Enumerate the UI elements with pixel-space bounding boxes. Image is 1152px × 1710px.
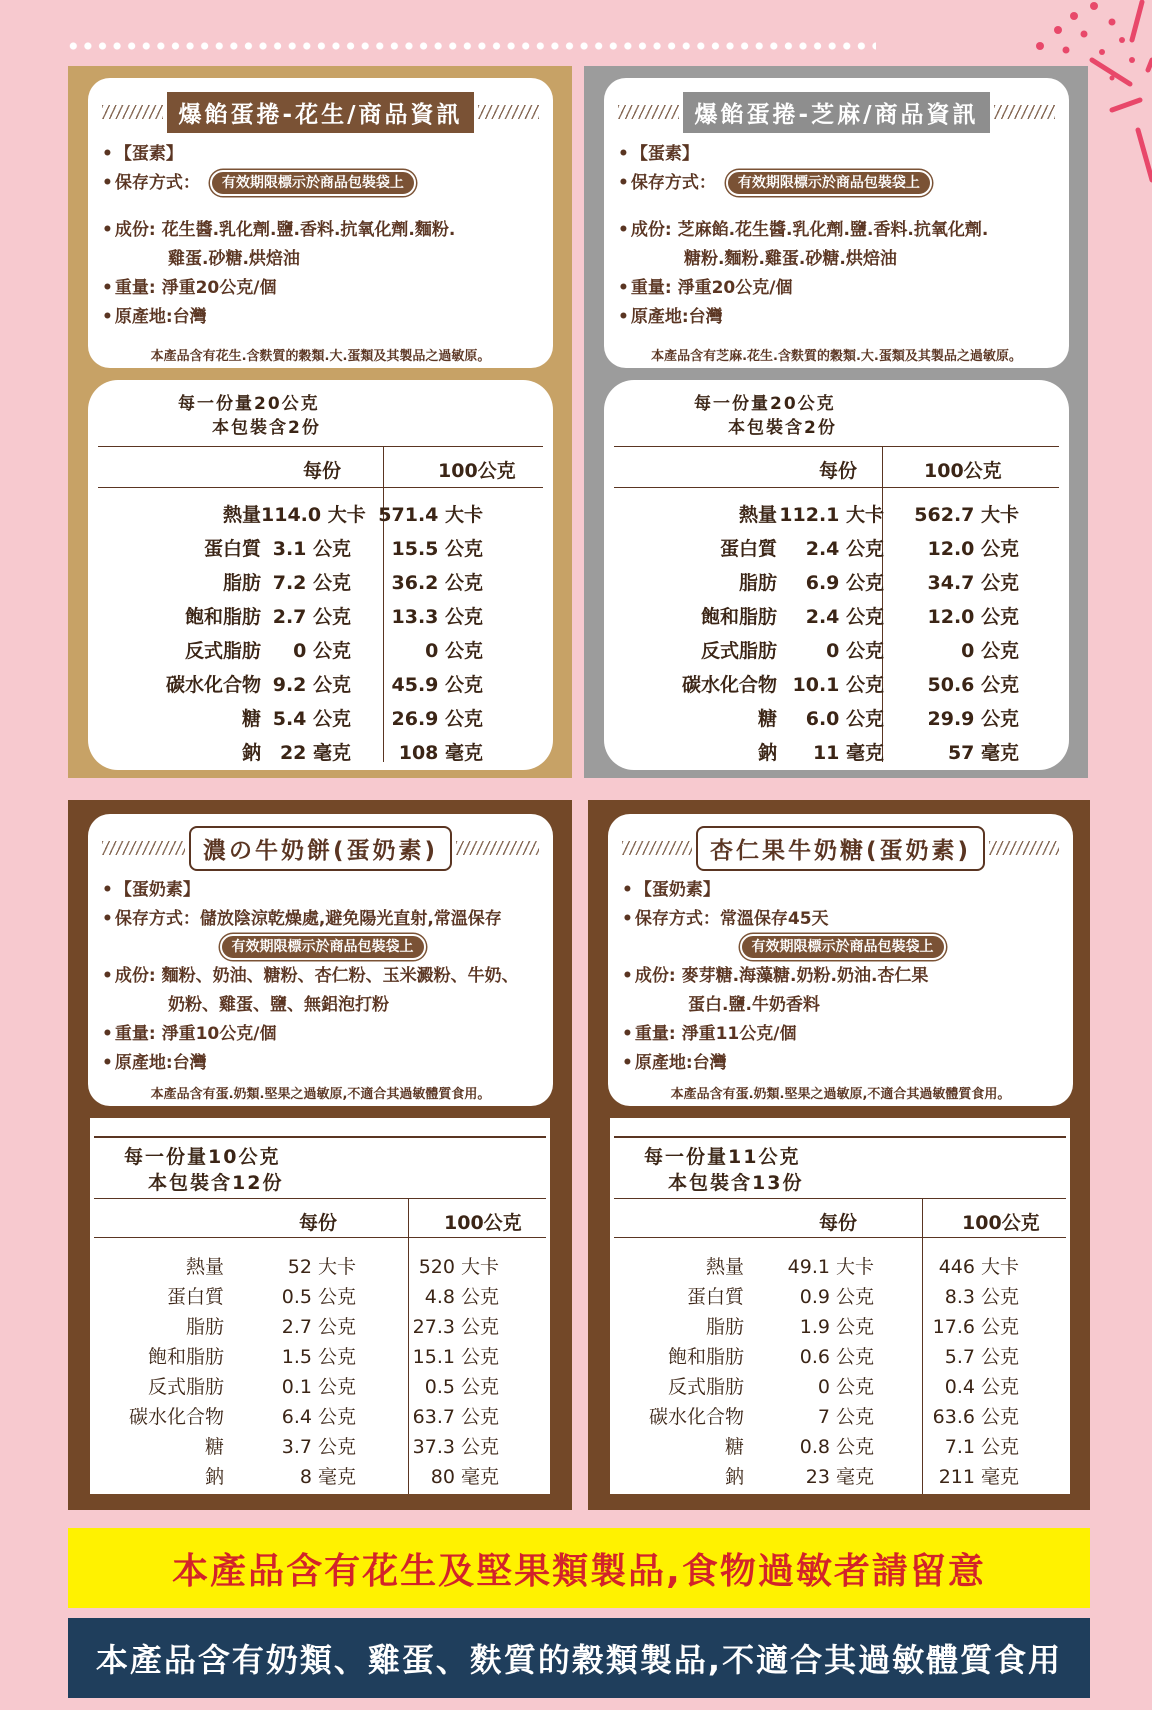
ingredients-line-2: 奶粉、雞蛋、鹽、無鋁泡打粉 xyxy=(168,995,389,1015)
per-serving-value: 1.9 公克 xyxy=(799,1316,874,1338)
per-100g-value: 0.5 公克 xyxy=(424,1376,499,1398)
ingredients-line-2: 雞蛋.砂糖.烘焙油 xyxy=(168,249,300,269)
hatch-decoration xyxy=(102,105,163,119)
weight-line: • 重量: 淨重11公克/個 xyxy=(622,1020,1063,1049)
per-100g-value: 45.9 公克 xyxy=(391,674,483,696)
per-100g-value: 26.9 公克 xyxy=(391,708,483,730)
serving-size: 每一份量20公克 xyxy=(178,394,320,414)
nutrition-row xyxy=(614,734,1059,768)
per-serving-value: 2.4 公克 xyxy=(805,606,884,628)
per-100g-value: 13.3 公克 xyxy=(391,606,483,628)
ingredients-line-1: • 成份: 麵粉、奶油、糖粉、杏仁粉、玉米澱粉、牛奶、 xyxy=(102,962,543,991)
serving-info xyxy=(694,392,837,440)
per-100g-value: 4.8 公克 xyxy=(424,1286,499,1308)
per-100g-value: 12.0 公克 xyxy=(927,606,1019,628)
per-serving-value: 7 公克 xyxy=(817,1406,874,1428)
per-100g-value: 15.1 公克 xyxy=(412,1346,499,1368)
per-serving-value: 7.2 公克 xyxy=(272,572,351,594)
col-per-100g: 100公克 xyxy=(962,1212,1040,1234)
per-serving-value: 52 大卡 xyxy=(287,1256,356,1278)
col-per-100g: 100公克 xyxy=(924,460,1002,482)
nutrient-name: 糖 xyxy=(724,1436,744,1458)
per-serving-value: 0.8 公克 xyxy=(799,1436,874,1458)
per-100g-value: 0 公克 xyxy=(425,640,483,662)
per-serving-value: 0 公克 xyxy=(826,640,884,662)
nutrition-row xyxy=(98,734,543,768)
storage-label: 保存方式： xyxy=(114,173,200,193)
col-per-100g: 100公克 xyxy=(438,460,516,482)
hatch-decoration xyxy=(618,105,679,119)
per-100g-value: 27.3 公克 xyxy=(412,1316,499,1338)
per-serving-value: 11 毫克 xyxy=(812,742,884,764)
nutrition-row xyxy=(94,1338,546,1368)
nutrient-name: 鈉 xyxy=(724,1466,744,1488)
nutrition-rows xyxy=(94,1248,546,1488)
nutrient-name: 脂肪 xyxy=(222,572,261,594)
storage-line xyxy=(102,169,543,198)
nutrient-name: 飽和脂肪 xyxy=(667,1346,744,1368)
per-100g-value: 63.6 公克 xyxy=(932,1406,1019,1428)
nutrition-table xyxy=(88,380,553,770)
per-serving-value: 3.7 公克 xyxy=(281,1436,356,1458)
per-serving-value: 0 公克 xyxy=(817,1376,874,1398)
per-100g-value: 12.0 公克 xyxy=(927,538,1019,560)
nutrient-name: 熱量 xyxy=(738,504,777,526)
nutrient-name: 鈉 xyxy=(204,1466,224,1488)
per-serving-value: 0.1 公克 xyxy=(281,1376,356,1398)
per-100g-value: 0.4 公克 xyxy=(944,1376,1019,1398)
storage-line: • 保存方式：常溫保存45天 xyxy=(622,905,1063,934)
per-100g-value: 80 毫克 xyxy=(430,1466,499,1488)
per-100g-value: 50.6 公克 xyxy=(927,674,1019,696)
title-row xyxy=(614,92,1059,132)
nutrient-name: 碳水化合物 xyxy=(165,674,261,696)
diet-type: • 【蛋奶素】 xyxy=(102,876,543,905)
ingredients-line-1: • 成份: 麥芽糖.海藻糖.奶粉.奶油.杏仁果 xyxy=(622,962,1063,991)
origin-line: • 原產地:台灣 xyxy=(102,303,543,332)
product-title: 杏仁果牛奶糖(蛋奶素) xyxy=(696,826,985,871)
product-info-card xyxy=(88,814,553,1106)
diet-type: • 【蛋奶素】 xyxy=(622,876,1063,905)
per-100g-value: 0 公克 xyxy=(961,640,1019,662)
nutrition-row xyxy=(94,1428,546,1458)
nutrition-rows xyxy=(614,496,1059,768)
product-info-card xyxy=(604,78,1069,368)
per-serving-value: 10.1 公克 xyxy=(792,674,884,696)
nutrient-name: 反式脂肪 xyxy=(184,640,261,662)
nutrition-row xyxy=(614,700,1059,734)
per-serving-value: 22 毫克 xyxy=(279,742,351,764)
nutrition-row xyxy=(98,700,543,734)
per-100g-value: 63.7 公克 xyxy=(412,1406,499,1428)
weight-line: • 重量: 淨重20公克/個 xyxy=(618,274,1059,303)
col-per-serving: 每份 xyxy=(299,1212,338,1234)
per-100g-value: 15.5 公克 xyxy=(391,538,483,560)
title-row xyxy=(618,828,1063,868)
ingredients-line-1: • 成份: 花生醬.乳化劑.鹽.香料.抗氧化劑.麵粉. xyxy=(102,216,543,245)
nutrient-name: 反式脂肪 xyxy=(147,1376,224,1398)
origin-line: • 原產地:台灣 xyxy=(102,1049,543,1078)
serving-info xyxy=(124,1144,283,1196)
nutrition-row xyxy=(614,1338,1066,1368)
panel-milk-cookie xyxy=(68,800,572,1510)
per-100g-value: 520 大卡 xyxy=(418,1256,499,1278)
hatch-decoration xyxy=(994,105,1055,119)
expiry-pill: 有效期限標示於商品包裝袋上 xyxy=(726,170,932,196)
top-rule xyxy=(94,1136,546,1138)
weight-line: • 重量: 淨重20公克/個 xyxy=(102,274,543,303)
storage-line xyxy=(618,169,1059,198)
nutrient-name: 碳水化合物 xyxy=(128,1406,224,1428)
expiry-pill: 有效期限標示於商品包裝袋上 xyxy=(220,934,426,960)
servings-per-pack: 本包裝含13份 xyxy=(668,1172,804,1194)
peanut-nut-allergy-banner: 本產品含有花生及堅果類製品,食物過敏者請留意 xyxy=(68,1528,1090,1608)
origin-line: • 原產地:台灣 xyxy=(622,1049,1063,1078)
nutrient-name: 蛋白質 xyxy=(166,1286,224,1308)
serving-size: 每一份量20公克 xyxy=(694,394,836,414)
product-title: 濃の牛奶餅(蛋奶素) xyxy=(189,826,452,871)
serving-size: 每一份量10公克 xyxy=(124,1146,281,1168)
nutrient-name: 熱量 xyxy=(185,1256,224,1278)
per-100g-value: 29.9 公克 xyxy=(927,708,1019,730)
nutrient-name: 鈉 xyxy=(757,742,777,764)
nutrition-table xyxy=(90,1118,550,1494)
hatch-decoration xyxy=(989,841,1059,855)
per-100g-value: 108 毫克 xyxy=(398,742,483,764)
per-100g-value: 562.7 大卡 xyxy=(914,504,1019,526)
col-per-serving: 每份 xyxy=(303,460,342,482)
nutrient-name: 脂肪 xyxy=(738,572,777,594)
nutrition-row xyxy=(614,564,1059,598)
storage-label: 保存方式： xyxy=(630,173,716,193)
ingredients-line-1: • 成份: 芝麻餡.花生醬.乳化劑.鹽.香料.抗氧化劑. xyxy=(618,216,1059,245)
nutrition-row xyxy=(614,1368,1066,1398)
nutrition-row xyxy=(98,632,543,666)
nutrient-name: 反式脂肪 xyxy=(700,640,777,662)
hatch-decoration xyxy=(102,841,185,855)
title-row xyxy=(98,92,543,132)
per-serving-value: 5.4 公克 xyxy=(272,708,351,730)
per-100g-value: 7.1 公克 xyxy=(944,1436,1019,1458)
ingredients-line-2: 糖粉.麵粉.雞蛋.砂糖.烘焙油 xyxy=(684,249,897,269)
servings-per-pack: 本包裝含2份 xyxy=(728,418,837,438)
nutrient-name: 反式脂肪 xyxy=(667,1376,744,1398)
top-rule xyxy=(614,1136,1066,1138)
storage-line: • 保存方式：儲放陰涼乾燥處,避免陽光直射,常溫保存 xyxy=(102,905,543,934)
per-100g-value: 8.3 公克 xyxy=(944,1286,1019,1308)
per-serving-value: 49.1 大卡 xyxy=(787,1256,874,1278)
per-serving-value: 3.1 公克 xyxy=(272,538,351,560)
nutrition-row xyxy=(94,1368,546,1398)
col-per-serving: 每份 xyxy=(819,1212,858,1234)
ingredients-line-2: 蛋白.鹽.牛奶香料 xyxy=(688,995,820,1015)
product-info-card xyxy=(88,78,553,368)
nutrition-row xyxy=(98,496,543,530)
col-per-100g: 100公克 xyxy=(444,1212,522,1234)
per-serving-value: 6.4 公克 xyxy=(281,1406,356,1428)
nutrient-name: 碳水化合物 xyxy=(648,1406,744,1428)
nutrient-name: 鈉 xyxy=(241,742,261,764)
per-serving-value: 0.5 公克 xyxy=(281,1286,356,1308)
allergy-note: 本產品含有蛋.奶類.堅果之過敏原,不適合其過敏體質食用。 xyxy=(670,1087,1011,1102)
nutrition-row xyxy=(614,1248,1066,1278)
title-row xyxy=(98,828,543,868)
per-100g-value: 5.7 公克 xyxy=(944,1346,1019,1368)
nutrition-header xyxy=(614,446,1059,488)
per-serving-value: 8 毫克 xyxy=(299,1466,356,1488)
nutrient-name: 脂肪 xyxy=(185,1316,224,1338)
nutrition-row xyxy=(614,598,1059,632)
per-serving-value: 114.0 大卡 xyxy=(261,504,366,526)
nutrient-name: 糖 xyxy=(757,708,777,730)
nutrition-row xyxy=(94,1398,546,1428)
hatch-decoration xyxy=(456,841,539,855)
nutrition-row xyxy=(614,1278,1066,1308)
decorative-dots-row xyxy=(66,40,876,52)
nutrition-row xyxy=(94,1308,546,1338)
diet-type: • 【蛋素】 xyxy=(102,140,543,169)
dairy-egg-gluten-allergy-banner: 本產品含有奶類、雞蛋、麩質的穀類製品,不適合其過敏體質食用 xyxy=(68,1618,1090,1698)
nutrient-name: 熱量 xyxy=(222,504,261,526)
per-serving-value: 2.7 公克 xyxy=(272,606,351,628)
servings-per-pack: 本包裝含12份 xyxy=(148,1172,284,1194)
per-serving-value: 1.5 公克 xyxy=(281,1346,356,1368)
nutrient-name: 飽和脂肪 xyxy=(184,606,261,628)
per-serving-value: 0.9 公克 xyxy=(799,1286,874,1308)
per-serving-value: 23 毫克 xyxy=(805,1466,874,1488)
expiry-pill: 有效期限標示於商品包裝袋上 xyxy=(740,934,946,960)
product-info-card xyxy=(608,814,1073,1106)
nutrition-row xyxy=(94,1278,546,1308)
nutrition-row xyxy=(614,1308,1066,1338)
nutrition-row xyxy=(98,598,543,632)
per-100g-value: 17.6 公克 xyxy=(932,1316,1019,1338)
servings-per-pack: 本包裝含2份 xyxy=(212,418,321,438)
per-serving-value: 9.2 公克 xyxy=(272,674,351,696)
expiry-pill: 有效期限標示於商品包裝袋上 xyxy=(210,170,416,196)
nutrition-row xyxy=(614,1398,1066,1428)
per-100g-value: 446 大卡 xyxy=(938,1256,1019,1278)
serving-size: 每一份量11公克 xyxy=(644,1146,801,1168)
per-serving-value: 2.7 公克 xyxy=(281,1316,356,1338)
diet-type: • 【蛋素】 xyxy=(618,140,1059,169)
serving-info xyxy=(178,392,321,440)
nutrient-name: 飽和脂肪 xyxy=(147,1346,224,1368)
hatch-decoration xyxy=(478,105,539,119)
nutrient-name: 飽和脂肪 xyxy=(700,606,777,628)
nutrition-row xyxy=(614,1428,1066,1458)
nutrition-row xyxy=(98,530,543,564)
per-100g-value: 211 毫克 xyxy=(938,1466,1019,1488)
per-serving-value: 112.1 大卡 xyxy=(779,504,884,526)
allergy-note: 本產品含有芝麻.花生.含麩質的穀類.大.蛋類及其製品之過敏原。 xyxy=(651,349,1022,364)
nutrition-row xyxy=(614,496,1059,530)
panel-sesame-egg-roll xyxy=(584,66,1088,778)
per-100g-value: 57 毫克 xyxy=(947,742,1019,764)
nutrition-header xyxy=(94,1198,546,1238)
per-serving-value: 0 公克 xyxy=(293,640,351,662)
nutrient-name: 脂肪 xyxy=(705,1316,744,1338)
panel-almond-toffee xyxy=(588,800,1090,1510)
per-serving-value: 6.9 公克 xyxy=(805,572,884,594)
allergy-note: 本產品含有蛋.奶類.堅果之過敏原,不適合其過敏體質食用。 xyxy=(150,1087,491,1102)
per-100g-value: 37.3 公克 xyxy=(412,1436,499,1458)
nutrition-row xyxy=(98,666,543,700)
per-serving-value: 2.4 公克 xyxy=(805,538,884,560)
nutrition-row xyxy=(614,666,1059,700)
nutrition-header xyxy=(614,1198,1066,1238)
nutrient-name: 碳水化合物 xyxy=(681,674,777,696)
per-serving-value: 6.0 公克 xyxy=(805,708,884,730)
product-title: 爆餡蛋捲-花生/商品資訊 xyxy=(167,92,475,133)
serving-info xyxy=(644,1144,803,1196)
allergy-note: 本產品含有花生.含麩質的穀類.大.蛋類及其製品之過敏原。 xyxy=(150,349,491,364)
nutrition-row xyxy=(98,564,543,598)
hatch-decoration xyxy=(622,841,692,855)
nutrition-row xyxy=(94,1248,546,1278)
nutrition-row xyxy=(614,632,1059,666)
col-per-serving: 每份 xyxy=(819,460,858,482)
per-100g-value: 571.4 大卡 xyxy=(378,504,483,526)
per-serving-value: 0.6 公克 xyxy=(799,1346,874,1368)
nutrient-name: 蛋白質 xyxy=(686,1286,744,1308)
nutrition-rows xyxy=(98,496,543,768)
nutrient-name: 蛋白質 xyxy=(203,538,261,560)
nutrition-table xyxy=(610,1118,1070,1494)
nutrient-name: 蛋白質 xyxy=(719,538,777,560)
per-100g-value: 36.2 公克 xyxy=(391,572,483,594)
nutrition-rows xyxy=(614,1248,1066,1488)
per-100g-value: 34.7 公克 xyxy=(927,572,1019,594)
nutrition-table xyxy=(604,380,1069,770)
panel-peanut-egg-roll xyxy=(68,66,572,778)
nutrient-name: 糖 xyxy=(204,1436,224,1458)
nutrition-row xyxy=(614,1458,1066,1488)
nutrient-name: 熱量 xyxy=(705,1256,744,1278)
weight-line: • 重量: 淨重10公克/個 xyxy=(102,1020,543,1049)
origin-line: • 原產地:台灣 xyxy=(618,303,1059,332)
nutrition-row xyxy=(614,530,1059,564)
nutrition-row xyxy=(94,1458,546,1488)
nutrient-name: 糖 xyxy=(241,708,261,730)
product-title: 爆餡蛋捲-芝麻/商品資訊 xyxy=(683,92,991,133)
nutrition-header xyxy=(98,446,543,488)
